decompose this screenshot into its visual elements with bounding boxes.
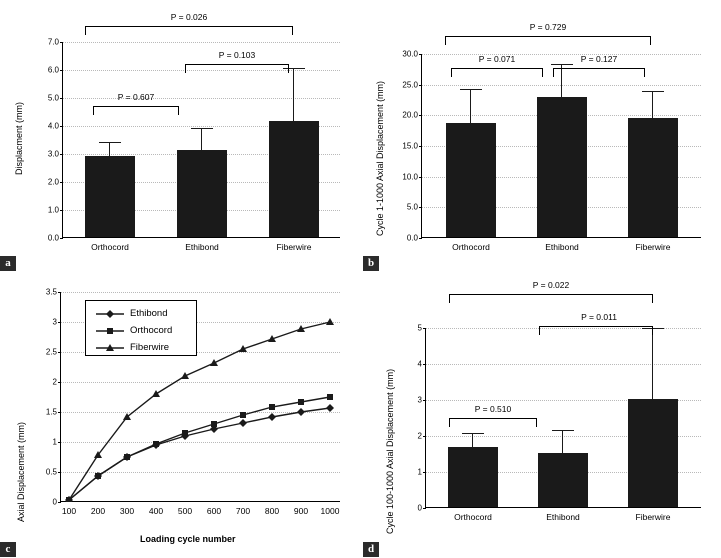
errorcap-orthocord <box>462 433 484 434</box>
panel-d-ytick: 2 <box>417 431 422 441</box>
legend-marker-ethibond <box>96 309 124 319</box>
errorcap-ethibond <box>191 128 213 129</box>
panel-b-xtick: Orthocord <box>452 242 490 252</box>
panel-c-xtick: 800 <box>264 506 280 516</box>
panel-c-xtick: 700 <box>235 506 251 516</box>
panel-a-ytick: 2.0 <box>47 177 59 187</box>
panel-b-xtick: Ethibond <box>545 242 579 252</box>
panel-c-ytick: 1 <box>52 437 57 447</box>
bar-orthocord <box>85 156 135 237</box>
panel-d-ytick: 5 <box>417 323 422 333</box>
panel-b-ytick: 5.0 <box>406 202 418 212</box>
panel-b-pvalue-ethi-fiber: P = 0.127 <box>580 54 618 64</box>
panel-c-ytick: 2.5 <box>45 347 57 357</box>
errorcap-fiberwire <box>642 91 664 92</box>
errorbar-fiberwire <box>293 69 294 121</box>
panel-c-xtick: 400 <box>148 506 164 516</box>
bar-fiberwire <box>628 399 678 507</box>
panel-b-ytick: 0.0 <box>406 233 418 243</box>
panel-label-d: d <box>363 542 379 557</box>
panel-a-ytick: 0.0 <box>47 233 59 243</box>
panel-b-pvalue-ortho-ethi: P = 0.071 <box>478 54 516 64</box>
panel-a-ytick: 1.0 <box>47 205 59 215</box>
panel-label-b: b <box>363 256 379 271</box>
errorcap-ethibond <box>552 430 574 431</box>
panel-c-xtick: 500 <box>177 506 193 516</box>
panel-b <box>363 0 721 272</box>
panel-b-ytick: 25.0 <box>402 80 418 90</box>
panel-d-xtick: Fiberwire <box>635 512 671 522</box>
panel-c-xtick: 200 <box>90 506 106 516</box>
panel-c-xtick: 600 <box>206 506 222 516</box>
panel-b-ytick: 15.0 <box>402 141 418 151</box>
panel-a-xtick: Orthocord <box>91 242 129 252</box>
panel-d-pvalue-ethi-fiber: P = 0.011 <box>581 312 617 322</box>
bar-orthocord <box>446 123 496 237</box>
errorbar-orthocord <box>109 143 110 156</box>
panel-b-pvalue-ortho-fiber: P = 0.729 <box>529 22 567 32</box>
legend-label-ethibond: Ethibond <box>130 308 168 319</box>
panel-d-y-axis-label: Cycle 100-1000 Axial Displacement (mm) <box>385 368 395 534</box>
panel-a-pvalue-ortho-fiber: P = 0.026 <box>170 12 208 22</box>
legend-marker-fiberwire <box>96 343 124 353</box>
panel-a <box>0 0 360 272</box>
panel-d-pvalue-ortho-ethi: P = 0.510 <box>474 404 512 414</box>
panel-a-pbracket-ortho-fiber <box>85 26 293 35</box>
panel-a-pbracket-ortho-ethi <box>93 106 179 115</box>
panel-d-pbracket-ortho-fiber <box>449 294 653 303</box>
bar-orthocord <box>448 447 498 507</box>
panel-d-pvalue-ortho-fiber: P = 0.022 <box>532 280 570 290</box>
panel-c-ytick: 3.5 <box>45 287 57 297</box>
panel-c-ytick: 0.5 <box>45 467 57 477</box>
panel-c-ytick: 1.5 <box>45 407 57 417</box>
panel-c-ytick: 0 <box>52 497 57 507</box>
panel-a-ytick: 5.0 <box>47 93 59 103</box>
panel-b-pbracket-ethi-fiber <box>553 68 645 77</box>
panel-d-ytick: 4 <box>417 359 422 369</box>
bar-fiberwire <box>628 118 678 237</box>
panel-b-pbracket-ortho-fiber <box>445 36 651 45</box>
panel-a-pvalue-ortho-ethi: P = 0.607 <box>117 92 155 102</box>
errorbar-orthocord <box>472 434 473 447</box>
errorbar-orthocord <box>470 90 471 123</box>
bar-fiberwire <box>269 121 319 237</box>
panel-b-y-axis-label: Cycle 1-1000 Axial Displacement (mm) <box>375 80 385 236</box>
errorcap-orthocord <box>460 89 482 90</box>
panel-d <box>363 272 721 558</box>
panel-d-xtick: Orthocord <box>454 512 492 522</box>
errorbar-ethibond <box>562 431 563 453</box>
errorbar-fiberwire <box>652 329 653 399</box>
bar-ethibond <box>177 150 227 237</box>
legend-label-fiberwire: Fiberwire <box>130 342 170 353</box>
bar-ethibond <box>538 453 588 507</box>
panel-d-pbracket-ortho-ethi <box>449 418 537 427</box>
panel-b-ytick: 10.0 <box>402 172 418 182</box>
panel-b-xtick: Fiberwire <box>635 242 671 252</box>
panel-a-xtick: Ethibond <box>185 242 219 252</box>
panel-d-ytick: 0 <box>417 503 422 513</box>
panel-c-xtick: 300 <box>119 506 135 516</box>
panel-a-ytick: 7.0 <box>47 37 59 47</box>
panel-c <box>0 272 360 558</box>
panel-c-x-axis-label: Loading cycle number <box>140 534 236 544</box>
panel-c-xtick: 1000 <box>320 506 340 516</box>
panel-a-ytick: 6.0 <box>47 65 59 75</box>
panel-b-ytick: 20.0 <box>402 110 418 120</box>
panel-b-pbracket-ortho-ethi <box>451 68 543 77</box>
panel-c-ytick: 3 <box>52 317 57 327</box>
panel-d-ytick: 3 <box>417 395 422 405</box>
panel-a-pvalue-ethi-fiber: P = 0.103 <box>218 50 256 60</box>
panel-c-xtick: 900 <box>293 506 309 516</box>
panel-a-ytick: 4.0 <box>47 121 59 131</box>
panel-a-ytick: 3.0 <box>47 149 59 159</box>
panel-label-a: a <box>0 256 16 271</box>
errorcap-orthocord <box>99 142 121 143</box>
panel-a-pbracket-ethi-fiber <box>185 64 289 73</box>
panel-label-c: c <box>0 542 16 557</box>
errorcap-ethibond <box>551 64 573 65</box>
errorbar-fiberwire <box>652 92 653 118</box>
legend-label-orthocord: Orthocord <box>130 325 173 336</box>
legend-marker-orthocord <box>96 326 124 336</box>
panel-d-xtick: Ethibond <box>546 512 580 522</box>
panel-c-ytick: 2 <box>52 377 57 387</box>
panel-d-ytick: 1 <box>417 467 422 477</box>
errorbar-ethibond <box>201 129 202 150</box>
bar-ethibond <box>537 97 587 237</box>
panel-b-ytick: 30.0 <box>402 49 418 59</box>
panel-c-legend <box>85 300 197 356</box>
panel-c-xtick: 100 <box>61 506 77 516</box>
panel-b-plot-area <box>402 49 701 252</box>
panel-d-pbracket-ethi-fiber <box>539 326 653 335</box>
panel-c-y-axis-label: Axial Displacement (mm) <box>16 421 26 522</box>
panel-a-y-axis-label: Displacment (mm) <box>14 101 24 175</box>
panel-a-xtick: Fiberwire <box>276 242 312 252</box>
